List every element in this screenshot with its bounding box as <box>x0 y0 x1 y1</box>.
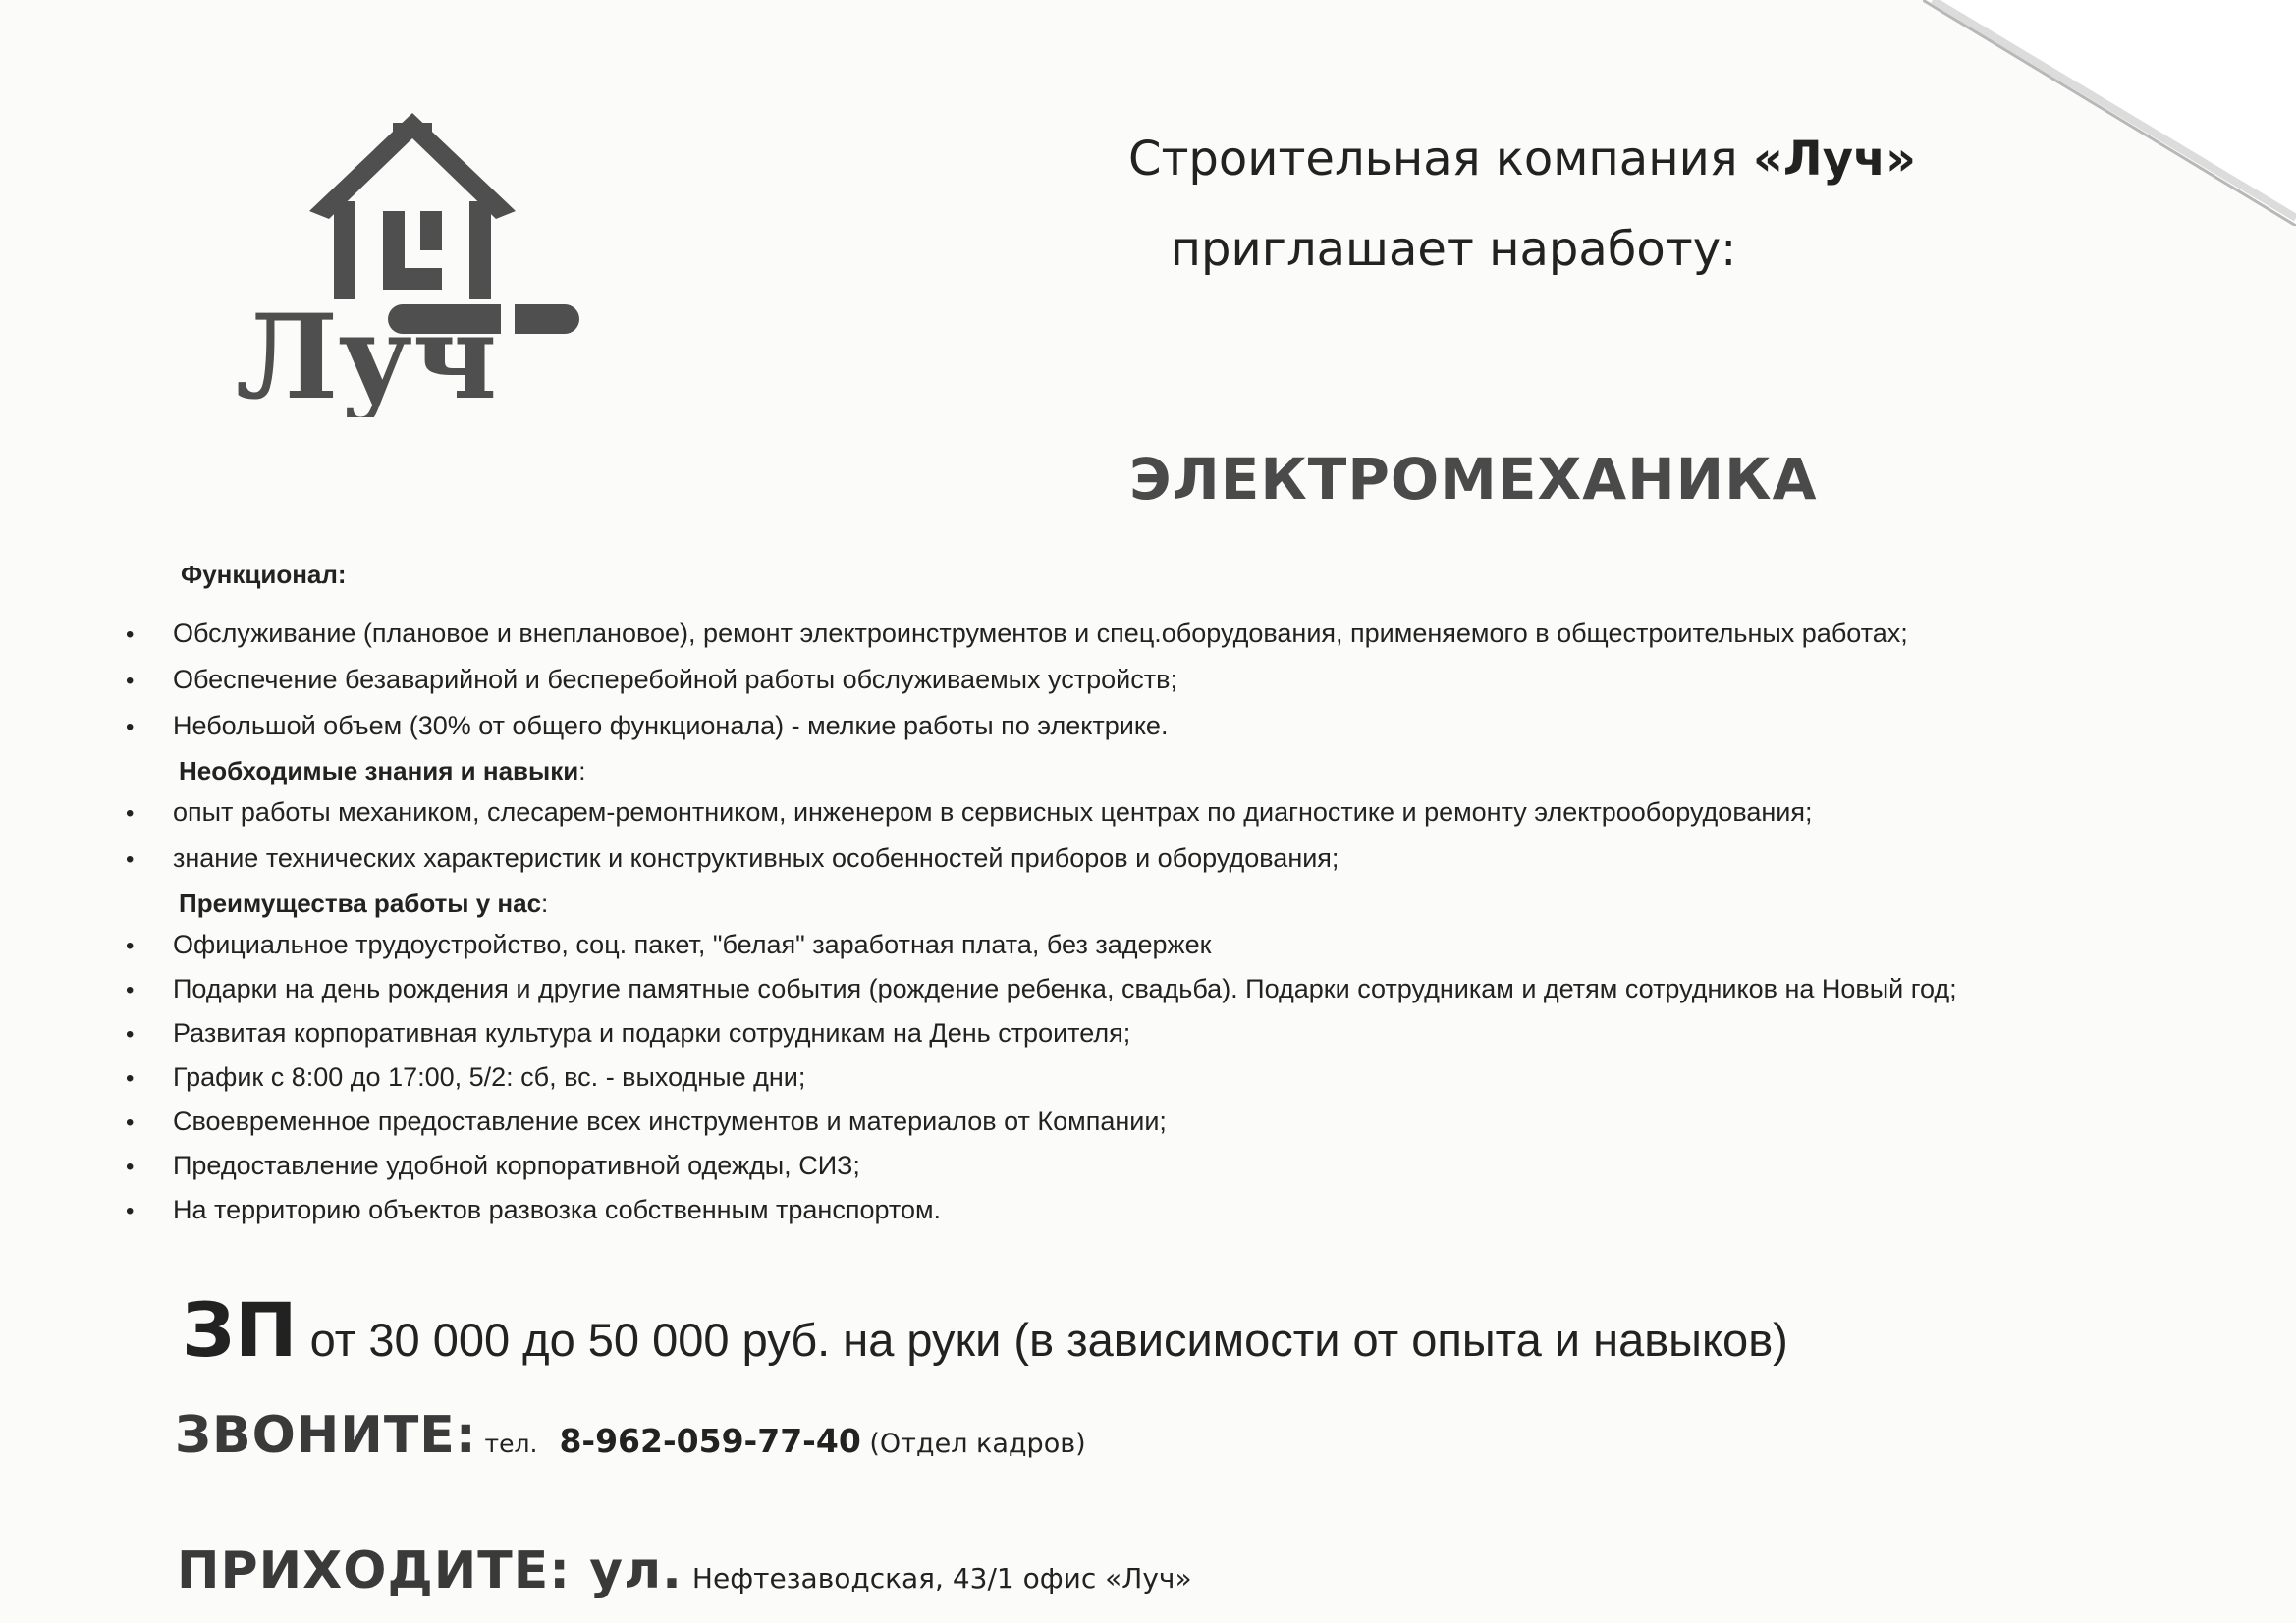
skills-title <box>179 756 2121 786</box>
address-line <box>177 1542 1192 1600</box>
vacancy-title: ЭЛЕКТРОМЕХАНИКА <box>1129 446 1818 513</box>
company-name: «Луч» <box>1752 132 1917 187</box>
list-item: • Своевременное предоставление всех инструментов и материалов от Компании; <box>118 1106 2121 1138</box>
job-description <box>118 560 2121 1238</box>
benefits-title-text: Преимущества работы у нас <box>179 889 542 918</box>
page-heading <box>982 132 2062 277</box>
skills-list <box>118 796 2121 875</box>
phone-number[interactable]: 8-962-059-77-40 <box>559 1422 861 1460</box>
benefits-title <box>179 889 2121 919</box>
list-item: • опыт работы механиком, слесарем-ремонтником, инженером в сервисных центрах по диагностике и ремонту электрооборудования; <box>118 796 2121 829</box>
logo-text: Луч <box>236 289 498 417</box>
salary-label: ЗП <box>182 1286 298 1374</box>
heading-prefix: Строительная компания <box>1127 132 1753 187</box>
list-item: • Небольшой объем (30% от общего функционала) - мелкие работы по электрике. <box>118 710 2121 742</box>
list-item: • Обеспечение безаварийной и бесперебойной работы обслуживаемых устройств; <box>118 664 2121 696</box>
call-label: ЗВОНИТЕ: <box>175 1406 477 1465</box>
benefits-list <box>118 929 2121 1226</box>
heading-line-1 <box>982 132 2062 187</box>
list-item: • знание технических характеристик и конструктивных особенностей приборов и оборудования; <box>118 842 2121 875</box>
list-item: • Предоставление удобной корпоративной одежды, СИЗ; <box>118 1150 2121 1182</box>
salary-text: от 30 000 до 50 000 руб. на руки (в зависимости от опыта и навыков) <box>297 1314 1788 1366</box>
list-item: • Подарки на день рождения и другие памятные события (рождение ребенка, свадьба). Подарки сотрудникам и детям сотрудников на Новый год; <box>118 973 2121 1005</box>
list-item: • Развитая корпоративная культура и подарки сотрудникам на День строителя; <box>118 1017 2121 1050</box>
list-item: • График с 8:00 до 17:00, 5/2: сб, вс. - выходные дни; <box>118 1061 2121 1094</box>
call-line <box>175 1406 1086 1465</box>
come-label: ПРИХОДИТЕ: ул. <box>177 1542 683 1600</box>
benefits-title-colon: : <box>541 889 549 918</box>
tel-prefix: тел. <box>476 1430 538 1458</box>
salary-line <box>182 1286 1788 1374</box>
department: (Отдел кадров) <box>860 1429 1086 1459</box>
heading-line-2: приглашает наработу: <box>1170 222 1737 277</box>
duties-title: Функционал: <box>181 560 347 589</box>
address: Нефтезаводская, 43/1 офис «Луч» <box>691 1562 1192 1595</box>
list-item: • Обслуживание (плановое и внеплановое), ремонт электроинструментов и спец.оборудования, применяемого в общестроительных работах; <box>118 618 2121 650</box>
skills-title-colon: : <box>578 756 586 785</box>
list-item: • На территорию объектов развозка собственным транспортом. <box>118 1194 2121 1226</box>
house-logo-icon <box>236 103 589 417</box>
skills-title-text: Необходимые знания и навыки <box>179 756 579 785</box>
list-item: • Официальное трудоустройство, соц. пакет, "белая" заработная плата, без задержек <box>118 929 2121 961</box>
company-logo <box>236 103 589 417</box>
duties-list <box>118 618 2121 742</box>
